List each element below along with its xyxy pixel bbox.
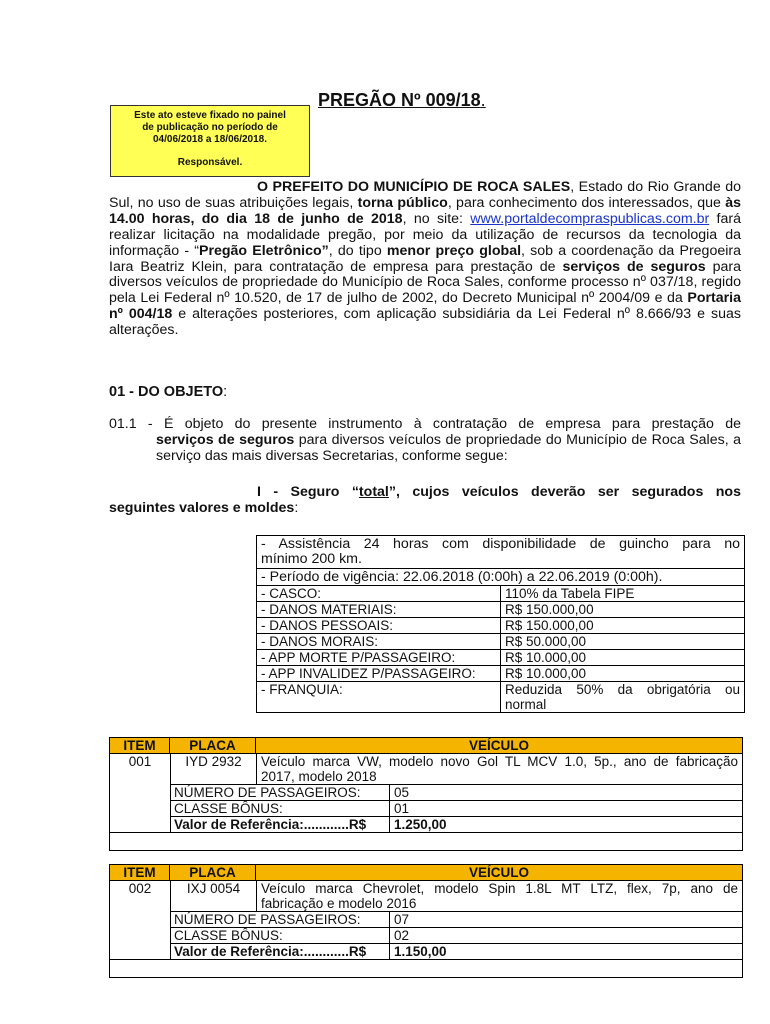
vehicle-item-table [109,737,743,851]
coverage-row: - DANOS MORAIS: R$ 50.000,00 [257,634,744,650]
coverage-row: - CASCO: 110% da Tabela FIPE [257,586,744,602]
item-header: ITEM PLACA VEÍCULO [110,738,742,754]
validity-period: - Período de vigência: 22.06.2018 (0:00h) a 22.06.2019 (0:00h). [257,569,744,586]
bonus-row: CLASSE BÔNUS: 02 [171,928,742,944]
coverage-row: - DANOS MATERIAIS: R$ 150.000,00 [257,602,744,618]
coverage-row: - FRANQUIA: Reduzida 50% da obrigatória ou normal [257,682,744,712]
mayor-heading: O PREFEITO DO MUNICÍPIO DE ROCA SALES [257,179,571,195]
coverage-row: - APP INVALIDEZ P/PASSAGEIRO: R$ 10.000,00 [257,666,744,682]
posting-stamp [110,105,310,177]
coverage-table [256,535,745,713]
item-number: 001 [110,754,171,832]
assistance-cell: - Assistência 24 horas com disponibilidade de guincho para no mínimo 200 km. [257,536,744,569]
stamp-responsible: Responsável. [177,157,243,168]
object-paragraph: 01.1 - É objeto do presente instrumento à contratação de empresa para prestação de serviços de seguros para diversos veículos de propriedade do Município de Roca Sales, a serviço das mais diversas Secretarias, conforme segue: [109,416,741,464]
vehicle-description: Veículo marca VW, modelo novo Gol TL MCV 1.0, 5p., ano de fabricação 2017, modelo 2018 [261,754,738,784]
coverage-row: - APP MORTE P/PASSAGEIRO: R$ 10.000,00 [257,650,744,666]
vehicle-item-table [109,864,743,978]
intro-paragraph: O PREFEITO DO MUNICÍPIO DE ROCA SALES, Estado do Rio Grande do Sul, no uso de suas atribuições legais, torna público, para conhecimento dos interessados, que às 14.00 horas, do dia 18 de junho de 2018, no site: www.portaldecompraspublicas.com.br fará realizar licitação na modalidade pregão, por meio da utilização de recursos da tecnologia da informação - “Pregão Eletrônico”, do tipo menor preço global, sob a coordenação da Pregoeira Iara Beatriz Klein, para contratação de empresa para prestação de serviços de seguros para diversos veículos de propriedade do Município de Roca Sales, conforme processo nº 037/18, regido pela Lei Federal nº 10.520, de 17 de julho de 2002, do Decreto Municipal nº 2004/09 e da Portaria nº 004/18 e alterações posteriores, com aplicação subsidiária da Lei Federal nº 8.666/93 e suas alterações. [109,179,741,339]
passengers-row: NÚMERO DE PASSAGEIROS: 05 [171,785,742,801]
site-link[interactable]: www.portaldecompraspublicas.com.br [470,210,710,227]
document-title: PREGÃO Nº 009/18. [318,90,486,110]
coverage-row: - DANOS PESSOAIS: R$ 150.000,00 [257,618,744,634]
stamp-line: 04/06/2018 a 18/06/2018. [153,134,267,145]
passengers-row: NÚMERO DE PASSAGEIROS: 07 [171,912,742,928]
reference-value-row: Valor de Referência:............R$ 1.250,00 [171,817,742,832]
stamp-line: Este ato esteve fixado no painel [134,110,286,121]
bonus-row: CLASSE BÔNUS: 01 [171,801,742,817]
stamp-line: de publicação no período de [142,122,278,133]
vehicle-description: Veículo marca Chevrolet, modelo Spin 1.8L MT LTZ, flex, 7p, ano de fabricação e modelo 2016 [261,881,738,911]
section-heading: 01 - DO OBJETO: [109,384,228,400]
vehicle-plate: IYD 2932 [171,754,257,784]
insurance-type-paragraph: I - Seguro “total”, cujos veículos deverão ser segurados nos seguintes valores e moldes: [109,484,741,516]
vehicle-plate: IXJ 0054 [171,881,257,911]
item-header: ITEM PLACA VEÍCULO [110,865,742,881]
reference-value-row: Valor de Referência:............R$ 1.150,00 [171,944,742,959]
item-number: 002 [110,881,171,959]
